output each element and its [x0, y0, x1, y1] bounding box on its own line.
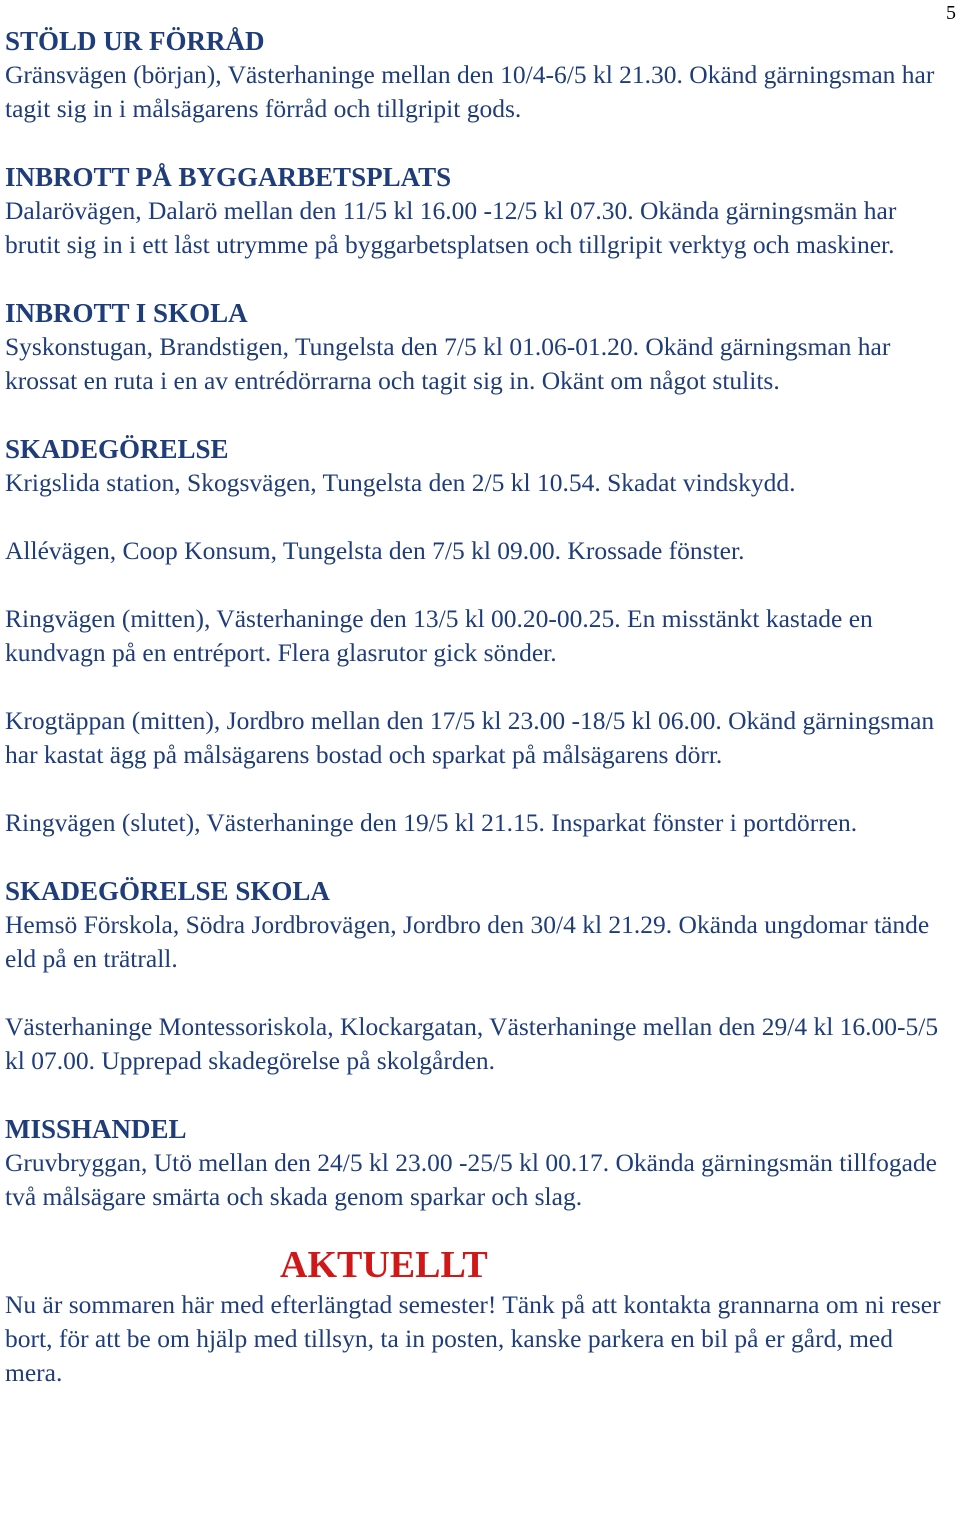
incident-entry: Hemsö Förskola, Södra Jordbrovägen, Jordbro den 30/4 kl 21.29. Okända ungdomar tände eld på en trätrall.: [5, 910, 930, 973]
section-inbrott-byggarbetsplats: [5, 160, 955, 262]
section-inbrott-skola: [5, 296, 955, 398]
incident-entry: Syskonstugan, Brandstigen, Tungelsta den 7/5 kl 01.06-01.20. Okänd gärningsman har krossat en ruta i en av entrédörrarna och tagit sig in. Okänt om något stulits.: [5, 332, 891, 395]
document-body: [5, 24, 955, 1390]
section-heading: MISSHANDEL: [5, 1114, 187, 1144]
incident-entry: Ringvägen (mitten), Västerhaninge den 13/5 kl 00.20-00.25. En misstänkt kastade en kundvagn på en entréport. Flera glasrutor gick sönder.: [5, 604, 873, 667]
incident-entry: Västerhaninge Montessoriskola, Klockargatan, Västerhaninge mellan den 29/4 kl 16.00-5/5 kl 07.00. Upprepad skadegörelse på skolgården.: [5, 1012, 939, 1075]
section-heading: INBROTT PÅ BYGGARBETSPLATS: [5, 162, 452, 192]
section-heading: SKADEGÖRELSE: [5, 434, 229, 464]
incident-entry: Krigslida station, Skogsvägen, Tungelsta den 2/5 kl 10.54. Skadat vindskydd.: [5, 468, 796, 497]
section-stold-ur-forrad: [5, 24, 955, 126]
aktuellt-section: [5, 1242, 955, 1390]
aktuellt-text: Nu är sommaren här med efterlängtad semester! Tänk på att kontakta grannarna om ni reser bort, för att be om hjälp med tillsyn, ta in posten, kanske parkera en bil på er gård, med mera.: [5, 1290, 941, 1387]
incident-entry: Gruvbryggan, Utö mellan den 24/5 kl 23.00 -25/5 kl 00.17. Okända gärningsmän tillfogade två målsägare smärta och skada genom sparkar och slag.: [5, 1148, 937, 1211]
section-heading: INBROTT I SKOLA: [5, 298, 248, 328]
incident-entry: Gränsvägen (början), Västerhaninge mellan den 10/4-6/5 kl 21.30. Okänd gärningsman har tagit sig in i målsägarens förråd och tillgripit gods.: [5, 60, 935, 123]
incident-entry: Ringvägen (slutet), Västerhaninge den 19/5 kl 21.15. Insparkat fönster i portdörren.: [5, 808, 858, 837]
incident-entry: Krogtäppan (mitten), Jordbro mellan den 17/5 kl 23.00 -18/5 kl 06.00. Okänd gärningsman har kastat ägg på målsägarens bostad och sparkat på målsägarens dörr.: [5, 706, 935, 769]
page-number: 5: [946, 2, 956, 24]
section-heading: SKADEGÖRELSE SKOLA: [5, 876, 330, 906]
section-skadegorelse: [5, 432, 955, 840]
aktuellt-title: AKTUELLT: [280, 1244, 488, 1286]
section-skadegorelse-skola: [5, 874, 955, 1078]
incident-entry: Allévägen, Coop Konsum, Tungelsta den 7/5 kl 09.00. Krossade fönster.: [5, 536, 745, 565]
section-heading: STÖLD UR FÖRRÅD: [5, 26, 265, 56]
section-misshandel: [5, 1112, 955, 1214]
incident-entry: Dalarövägen, Dalarö mellan den 11/5 kl 16.00 -12/5 kl 07.30. Okända gärningsmän har brutit sig in i ett låst utrymme på byggarbetsplatsen och tillgripit verktyg och maskiner.: [5, 196, 897, 259]
